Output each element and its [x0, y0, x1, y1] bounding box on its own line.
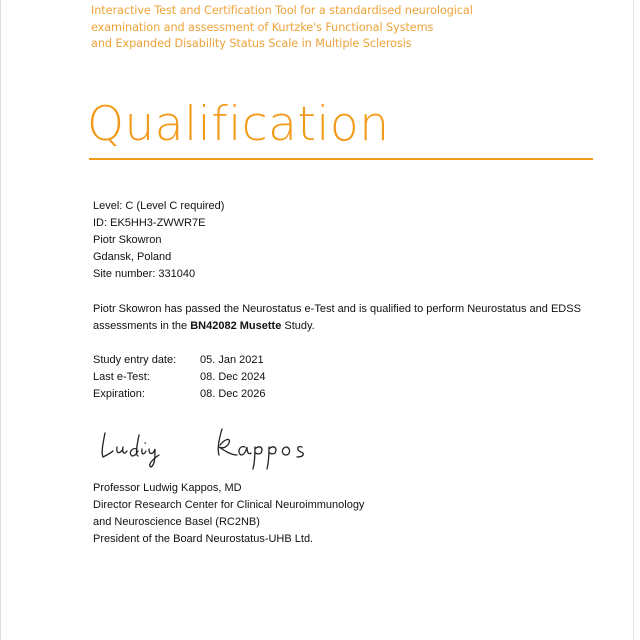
study-name: BN42082 Musette — [190, 320, 282, 332]
statement-line: Piotr Skowron has passed the Neurostatus e-Test and is qualified to perform Neurostatus and EDSS — [93, 303, 581, 315]
location: Gdansk, Poland — [93, 251, 172, 263]
subtitle-line: and Expanded Disability Status Scale in Multiple Sclerosis — [91, 37, 412, 50]
qualification-statement — [93, 301, 581, 335]
statement-line — [93, 318, 581, 335]
id: ID: EK5HH3-ZWWR7E — [93, 217, 206, 229]
page-title: Qualification — [87, 97, 390, 152]
date-row — [93, 386, 265, 403]
name: Piotr Skowron — [93, 234, 162, 246]
signatory-block — [93, 480, 364, 548]
date-value: 08. Dec 2026 — [200, 388, 266, 400]
page-edge — [633, 0, 634, 640]
statement-text: assessments in the — [93, 320, 191, 332]
level: Level: C (Level C required) — [93, 200, 225, 212]
date-label: Last e-Test: — [93, 371, 150, 383]
signatory-title: and Neuroscience Basel (RC2NB) — [93, 516, 260, 528]
subtitle-line: Interactive Test and Certification Tool for a standardised neurological — [91, 4, 473, 17]
candidate-details — [93, 198, 224, 283]
statement-text: Study. — [281, 320, 315, 332]
title-divider — [89, 158, 593, 160]
date-row — [93, 352, 265, 369]
signatory-title: Director Research Center for Clinical Neuroimmunology — [93, 499, 365, 511]
date-value: 05. Jan 2021 — [200, 354, 264, 366]
handwritten-signature — [97, 425, 317, 470]
dates-table — [93, 352, 265, 403]
date-row — [93, 369, 265, 386]
subtitle-line: examination and assessment of Kurtzke's Functional Systems — [91, 20, 434, 34]
header-subtitle — [91, 3, 473, 53]
signatory-title: President of the Board Neurostatus-UHB Ltd. — [93, 533, 314, 545]
date-label: Study entry date: — [93, 354, 177, 366]
site-number: Site number: 331040 — [93, 268, 196, 280]
date-label: Expiration: — [93, 388, 145, 400]
date-value: 08. Dec 2024 — [200, 371, 266, 383]
signatory-name: Professor Ludwig Kappos, MD — [93, 482, 242, 494]
